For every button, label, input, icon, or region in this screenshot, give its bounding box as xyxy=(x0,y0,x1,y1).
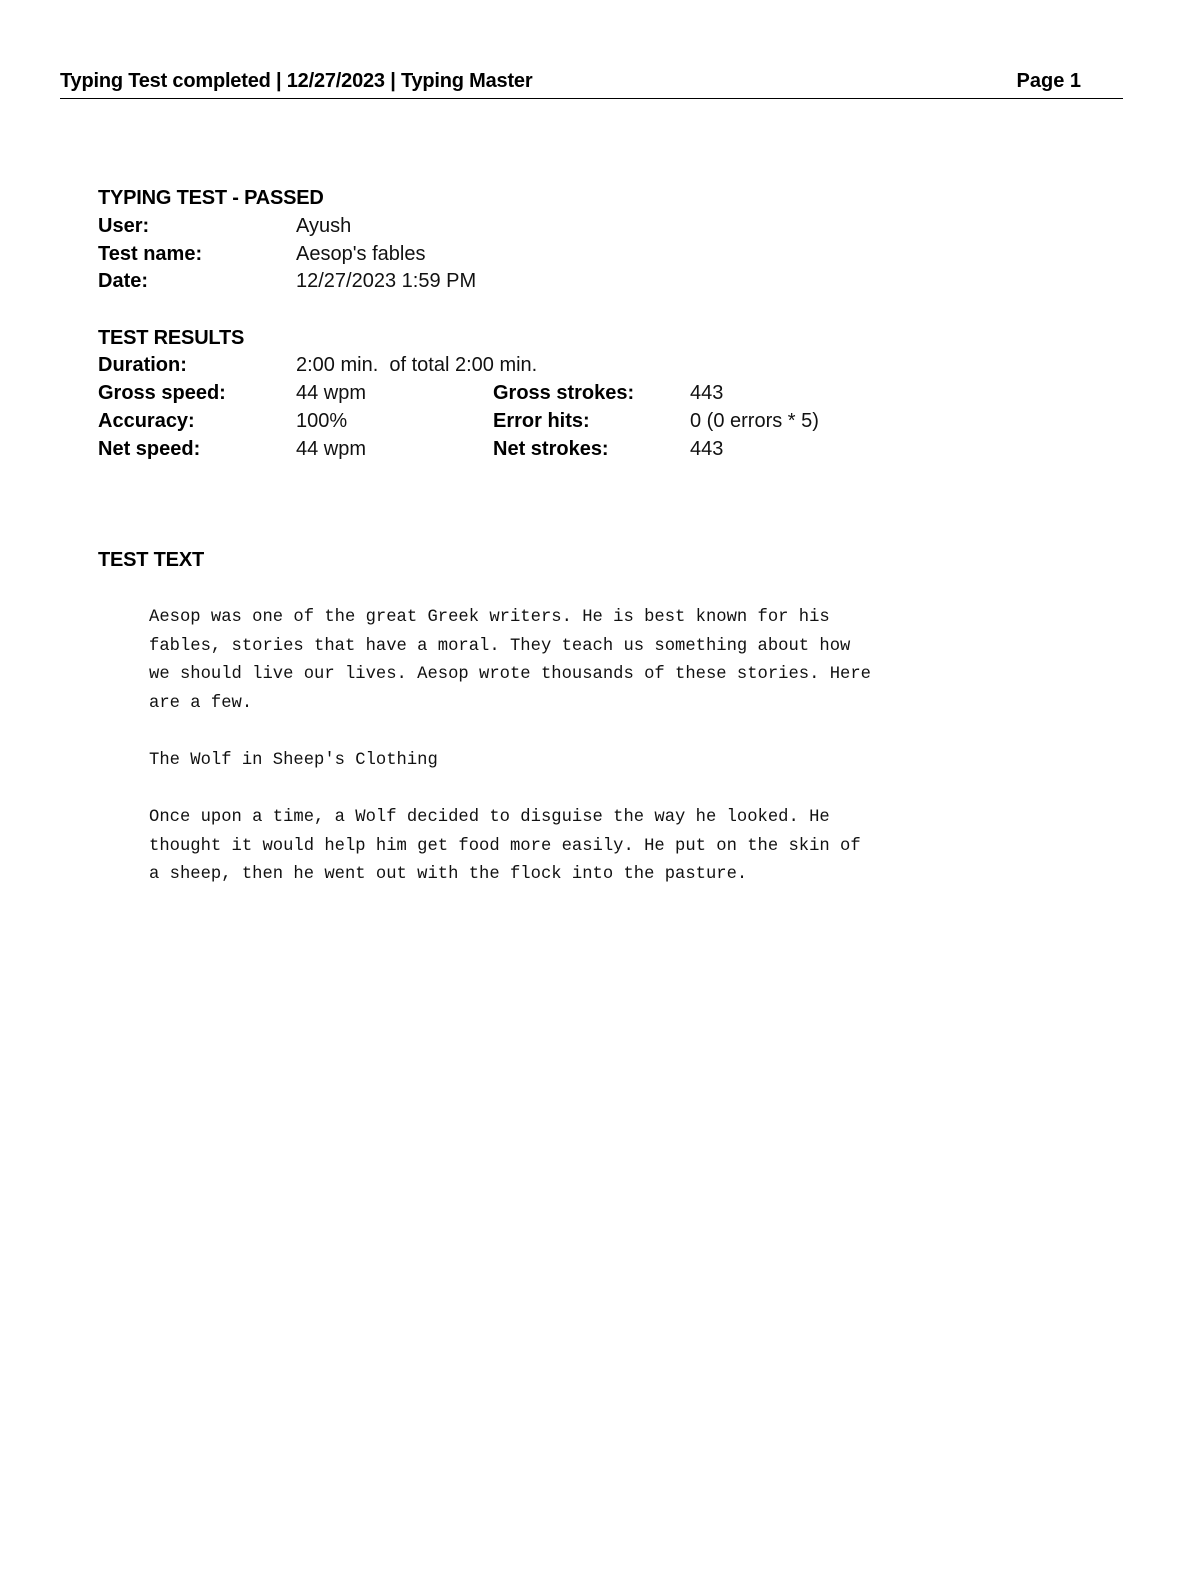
date-value: 12/27/2023 1:59 PM xyxy=(296,270,477,292)
user-label: User: xyxy=(98,215,150,237)
user-value: Ayush xyxy=(296,215,352,237)
net-strokes-value: 443 xyxy=(690,438,724,460)
test-name-label: Test name: xyxy=(98,243,203,265)
results-row-net xyxy=(98,438,998,464)
results-row-gross xyxy=(98,382,998,408)
results-row-accuracy xyxy=(98,410,998,436)
gross-strokes-label: Gross strokes: xyxy=(493,382,635,404)
accuracy-value: 100% xyxy=(296,410,348,432)
net-speed-value: 44 wpm xyxy=(296,438,367,460)
test-text-paragraph: Aesop was one of the great Greek writers. He is best known for his fables, stories that have a moral. They teach us something about how we should live our lives. Aesop wrote thousands of these stories. Here are a few. xyxy=(149,608,871,713)
error-hits-label: Error hits: xyxy=(493,410,590,432)
duration-value: 2:00 min. of total 2:00 min. xyxy=(296,354,538,376)
page-number: Page 1 xyxy=(1016,70,1081,92)
net-speed-label: Net speed: xyxy=(98,438,201,460)
info-row-test-name xyxy=(98,243,998,269)
accuracy-label: Accuracy: xyxy=(98,410,195,432)
header-title: Typing Test completed | 12/27/2023 | Typing Master xyxy=(60,70,533,92)
status-title: TYPING TEST - PASSED xyxy=(98,187,324,209)
test-text-body xyxy=(149,604,1049,919)
info-row-user xyxy=(98,215,998,241)
test-text-paragraph: Once upon a time, a Wolf decided to disguise the way he looked. He thought it would help him get food more easily. He put on the skin of a sheep, then he went out with the flock into the pasture. xyxy=(149,808,861,885)
date-label: Date: xyxy=(98,270,149,292)
page-header xyxy=(60,70,1123,99)
test-text-title: TEST TEXT xyxy=(98,549,204,571)
gross-speed-label: Gross speed: xyxy=(98,382,226,404)
results-row-duration xyxy=(98,354,998,380)
test-text-heading: The Wolf in Sheep's Clothing xyxy=(149,750,438,770)
error-hits-value: 0 (0 errors * 5) xyxy=(690,410,819,432)
results-title: TEST RESULTS xyxy=(98,327,245,349)
gross-strokes-value: 443 xyxy=(690,382,724,404)
net-strokes-label: Net strokes: xyxy=(493,438,609,460)
gross-speed-value: 44 wpm xyxy=(296,382,367,404)
duration-label: Duration: xyxy=(98,354,187,376)
info-row-date xyxy=(98,270,998,296)
test-name-value: Aesop's fables xyxy=(296,243,426,265)
